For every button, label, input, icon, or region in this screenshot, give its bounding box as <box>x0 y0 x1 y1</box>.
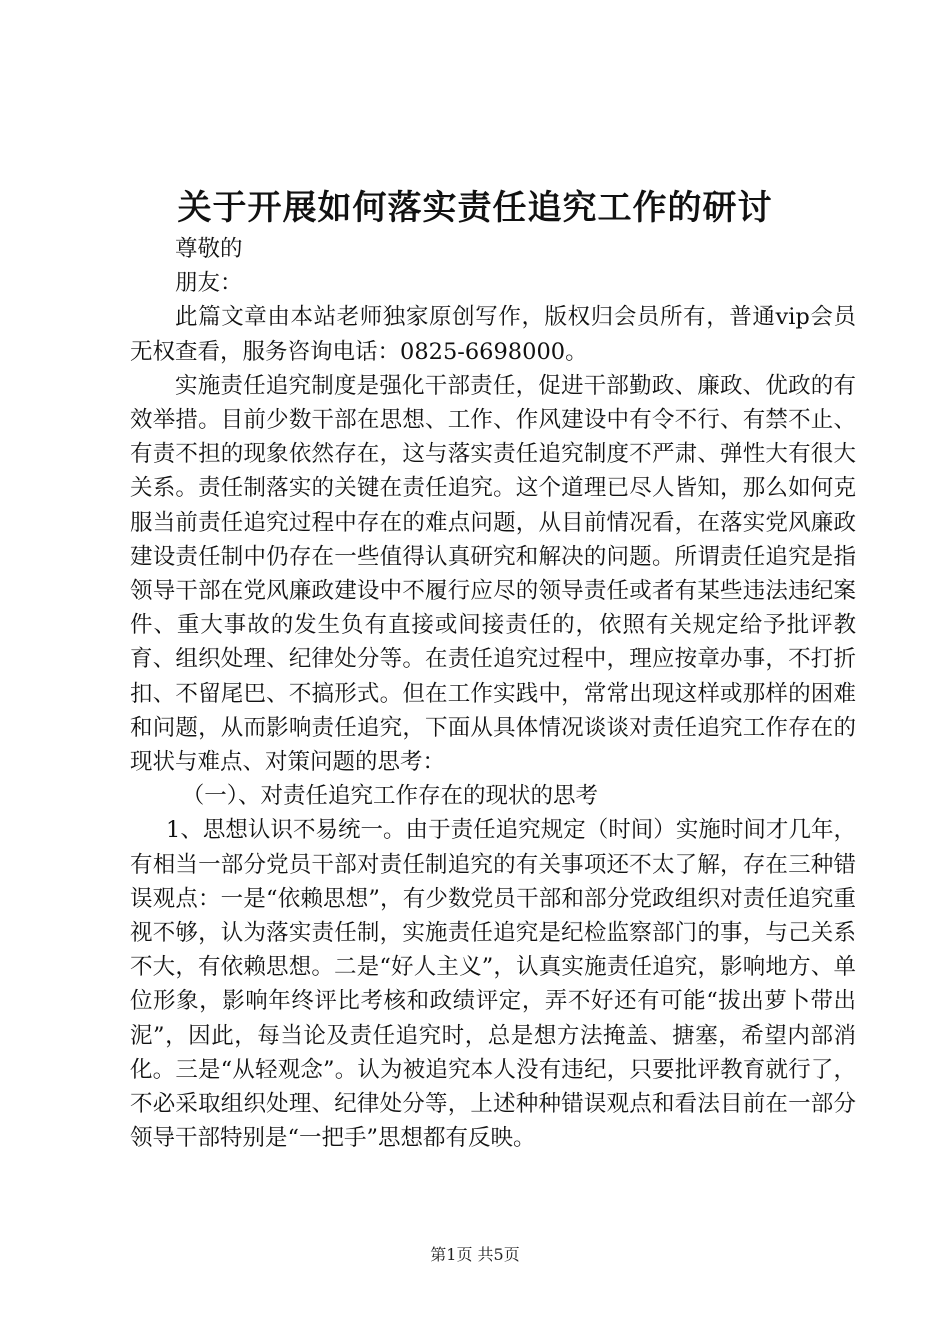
intro-paragraph: 实施责任追究制度是强化干部责任，促进干部勤政、廉政、优政的有效举措。目前少数干部在思想、工作、作风建设中有令不行、有禁不止、有责不担的现象依然存在，这与落实责任追究制度不严肃、弹性大有很大关系。责任制落实的关键在责任追究。这个道理已尽人皆知，那么如何克服当前责任追究过程中存在的难点问题，从目前情况看，在落实党风廉政建设责任制中仍存在一些值得认真研究和解决的问题。所谓责任追究是指领导干部在党风廉政建设中不履行应尽的领导责任或者有某些违法违纪案件、重大事故的发生负有直接或间接责任的，依照有关规定给予批评教育、组织处理、纪律处分等。在责任追究过程中，理应按章办事，不打折扣、不留尾巴、不搞形式。但在工作实践中，常常出现这样或那样的困难和问题，从而影响责任追究，下面从具体情况谈谈对责任追究工作存在的现状与难点、对策问题的思考： <box>130 372 856 776</box>
document-title: 关于开展如何落实责任追究工作的研讨 <box>177 188 773 228</box>
document-body <box>130 232 856 1155</box>
copyright-notice-paragraph: 此篇文章由本站老师独家原创写作，版权归会员所有，普通vip会员无权查看，服务咨询电话：0825-6698000。 <box>130 304 856 365</box>
list-item-1: 1、思想认识不易统一。由于责任追究规定（时间）实施时间才几年，有相当一部分党员干部对责任制追究的有关事项还不太了解，存在三种错误观点：一是“依赖思想”，有少数党员干部和部分党政组织对责任追究重视不够，认为落实责任制，实施责任追究是纪检监察部门的事，与己关系不大，有依赖思想。二是“好人主义”，认真实施责任追究，影响地方、单位形象，影响年终评比考核和政绩评定，弄不好还有可能“拔出萝卜带出泥”，因此，每当论及责任追究时，总是想方法掩盖、搪塞，希望内部消化。三是“从轻观念”。认为被追究本人没有违纪，只要批评教育就行了，不必采取组织处理、纪律处分等，上述种种错误观点和看法目前在一部分领导干部特别是“一把手”思想都有反映。 <box>130 817 856 1152</box>
salutation-line-1: 尊敬的 <box>175 236 243 262</box>
section-subheading: （一）、对责任追究工作存在的现状的思考 <box>181 783 599 810</box>
salutation-line-2: 朋友： <box>175 270 243 297</box>
page-number-footer: 第1页 共5页 <box>430 1245 520 1264</box>
